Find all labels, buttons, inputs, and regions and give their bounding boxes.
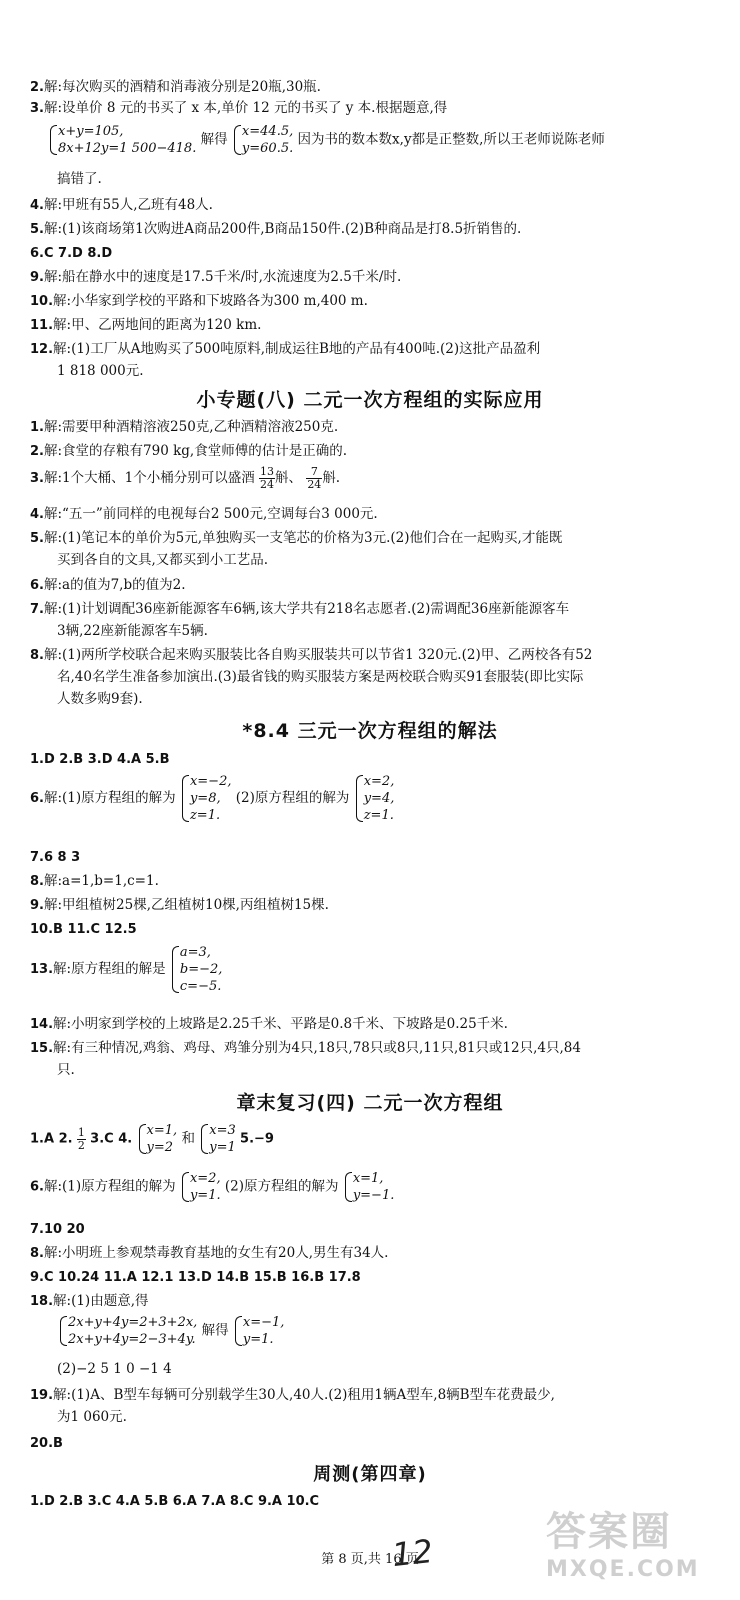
- answer-item: 6.解:a的值为7,b的值为2.: [30, 577, 186, 593]
- answer-row: 9.C 10.24 11.A 12.1 13.D 14.B 15.B 16.B 17.8: [30, 1270, 361, 1285]
- watermark-text: 答案圈: [546, 1509, 672, 1555]
- answer-item: 14.解:小明家到学校的上坡路是2.25千米、平路是0.8千米、下坡路是0.25千米.: [30, 1016, 508, 1032]
- answer-item: 19.解:(1)A、B型车每辆可分别载学生30人,40人.(2)租用1辆A型车,8辆B型车花费最少,: [30, 1387, 555, 1403]
- watermark-url: MXQE.COM: [546, 1557, 700, 1582]
- answer-continuation: 人数多购9套).: [57, 691, 143, 707]
- answer-item: 6.解:(1)原方程组的解为 x=2, y=1. (2)原方程组的解为 x=1, y=−1.: [30, 1171, 395, 1203]
- answer-item: [30, 99, 722, 118]
- answer-item: 8.解:小明班上参观禁毒教育基地的女生有20人,男生有34人.: [30, 1245, 389, 1261]
- item-number: 2.: [30, 80, 44, 95]
- answer-item: 2.解:食堂的存粮有790 kg,食堂师傅的估计是正确的.: [30, 443, 347, 459]
- answer-item: 5.解:(1)该商场第1次购进A商品200件,B商品150件.(2)B种商品是打8.5折销售的.: [30, 221, 522, 237]
- section-heading: 周测(第四章): [313, 1464, 427, 1485]
- fraction: $\frac{7}{24}$: [307, 465, 322, 491]
- answer-item: 18.解:(1)由题意,得: [30, 1293, 149, 1309]
- solution-system: x=1, y=−1.: [343, 1170, 395, 1204]
- answer-item: 15.解:有三种情况,鸡翁、鸡母、鸡雏分别为4只,18只,78只或8只,11只,81只或12只,4只,84: [30, 1040, 581, 1056]
- section-heading: 章末复习(四) 二元一次方程组: [236, 1092, 504, 1114]
- answer-item: [30, 78, 722, 97]
- answer-continuation: 1 818 000元.: [57, 363, 144, 379]
- solution-system: x=44.5, y=60.5.: [232, 123, 293, 157]
- answer-item: 8.解:a=1,b=1,c=1.: [30, 873, 159, 889]
- equation-system: 2x+y+4y=2+3+2x, 2x+y+4y=2−3+4y.: [58, 1314, 197, 1348]
- equation-row: [48, 123, 722, 157]
- answer-continuation: 名,40名学生准备参加演出.(3)最省钱的购买服装方案是两校联合购买91套服装(即比实际: [57, 669, 584, 685]
- answer-continuation: 只.: [57, 1062, 75, 1078]
- answer-item: 9.解:船在静水中的速度是17.5千米/时,水流速度为2.5千米/时.: [30, 269, 402, 285]
- answer-item: 1.解:需要甲种酒精溶液250克,乙种酒精溶液250克.: [30, 419, 339, 435]
- answer-row: 7.6 8 3: [30, 850, 81, 865]
- section-heading: 小专题(八) 二元一次方程组的实际应用: [196, 389, 544, 411]
- answer-row: 1.D 2.B 3.C 4.A 5.B 6.A 7.A 8.C 9.A 10.C: [30, 1494, 320, 1509]
- fraction: $\frac{1}{2}$: [77, 1125, 85, 1152]
- answer-continuation: 3辆,22座新能源客车5辆.: [57, 623, 208, 639]
- equation-system: x+y=105, 8x+12y=1 500−418.: [48, 123, 196, 157]
- answer-continuation: (2)−2 5 1 0 −1 4: [57, 1361, 172, 1377]
- answer-row: 1.D 2.B 3.D 4.A 5.B: [30, 752, 170, 767]
- fraction: $\frac{13}{24}$: [260, 465, 275, 491]
- answer-item: 8.解:(1)两所学校联合起来购买服装比各自购买服装共可以节省1 320元.(2)甲、乙两校各有52: [30, 647, 593, 663]
- item-number: 3.: [30, 101, 44, 116]
- answer-text: 解:每次购买的酒精和消毒液分别是20瓶,30瓶.: [43, 79, 321, 95]
- answer-item: 9.解:甲组植树25棵,乙组植树10棵,丙组植树15棵.: [30, 897, 329, 913]
- solution-system: x=1, y=2: [137, 1122, 178, 1156]
- answer-text: 解:设单价 8 元的书买了 x 本,单价 12 元的书买了 y 本.根据题意,得: [43, 100, 448, 116]
- answer-item: 6.解:(1)原方程组的解为 x=−2, y=8, z=1. (2)原方程组的解为 x=2, y=4, z=1.: [30, 774, 395, 823]
- answer-row: 20.B: [30, 1436, 63, 1451]
- answer-item: 11.解:甲、乙两地间的距离为120 km.: [30, 317, 262, 333]
- answer-item: 12.解:(1)工厂从A地购买了500吨原料,制成运往B地的产品有400吨.(2)这批产品盈利: [30, 341, 541, 357]
- solution-system: x=2, y=4, z=1.: [354, 773, 395, 824]
- solution-system: a=3, b=−2, c=−5.: [170, 944, 223, 995]
- answer-continuation: 为1 060元.: [57, 1409, 127, 1425]
- answer-row: 7.10 20: [30, 1222, 85, 1237]
- answer-item: 4.解:甲班有55人,乙班有48人.: [30, 197, 213, 213]
- solution-system: x=3 y=1: [199, 1122, 236, 1156]
- answer-item: 5.解:(1)笔记本的单价为5元,单独购买一支笔芯的价格为3元.(2)他们合在一起购买,才能既: [30, 530, 563, 546]
- solution-system: x=−2, y=8, z=1.: [180, 773, 232, 824]
- page-footer: 第 8 页,共 16 页: [321, 1552, 419, 1567]
- answer-item: 6.C 7.D 8.D: [30, 246, 113, 261]
- answer-item: 10.解:小华家到学校的平路和下坡路各为300 m,400 m.: [30, 293, 368, 309]
- section-heading: *8.4 三元一次方程组的解法: [242, 720, 498, 742]
- equation-row: 2x+y+4y=2+3+2x, 2x+y+4y=2−3+4y. 解得 x=−1, y=1.: [58, 1314, 722, 1348]
- answer-continuation: 搞错了.: [57, 171, 102, 187]
- answer-continuation: 买到各自的文具,又都买到小工艺品.: [57, 552, 269, 568]
- answer-row: 10.B 11.C 12.5: [30, 922, 137, 937]
- solve-label: 解得: [200, 131, 228, 148]
- solution-system: x=2, y=1.: [180, 1170, 221, 1204]
- watermark-logo: [546, 1500, 736, 1600]
- handwritten-number: 12: [390, 1531, 435, 1575]
- answer-row: 1.A 2. $\frac{1}{2}$ 3.C 4. x=1, y=2 和 x=3 y=1 5.−9: [30, 1123, 274, 1155]
- answer-item: 13.解:原方程组的解是 a=3, b=−2, c=−5.: [30, 945, 223, 994]
- answer-item: 4.解:“五一”前同样的电视每台2 500元,空调每台3 000元.: [30, 506, 378, 522]
- answer-item: 3.解:1个大桶、1个小桶分别可以盛酒 $\frac{13}{24}$ 斛、 $\frac{7}{24}$ 斛.: [30, 465, 341, 491]
- answer-item: 7.解:(1)计划调配36座新能源客车6辆,该大学共有218名志愿者.(2)需调配36座新能源客车: [30, 601, 570, 617]
- answer-text: 因为书的数本数x,y都是正整数,所以王老师说陈老师: [297, 131, 605, 148]
- solution-system: x=−1, y=1.: [233, 1314, 285, 1348]
